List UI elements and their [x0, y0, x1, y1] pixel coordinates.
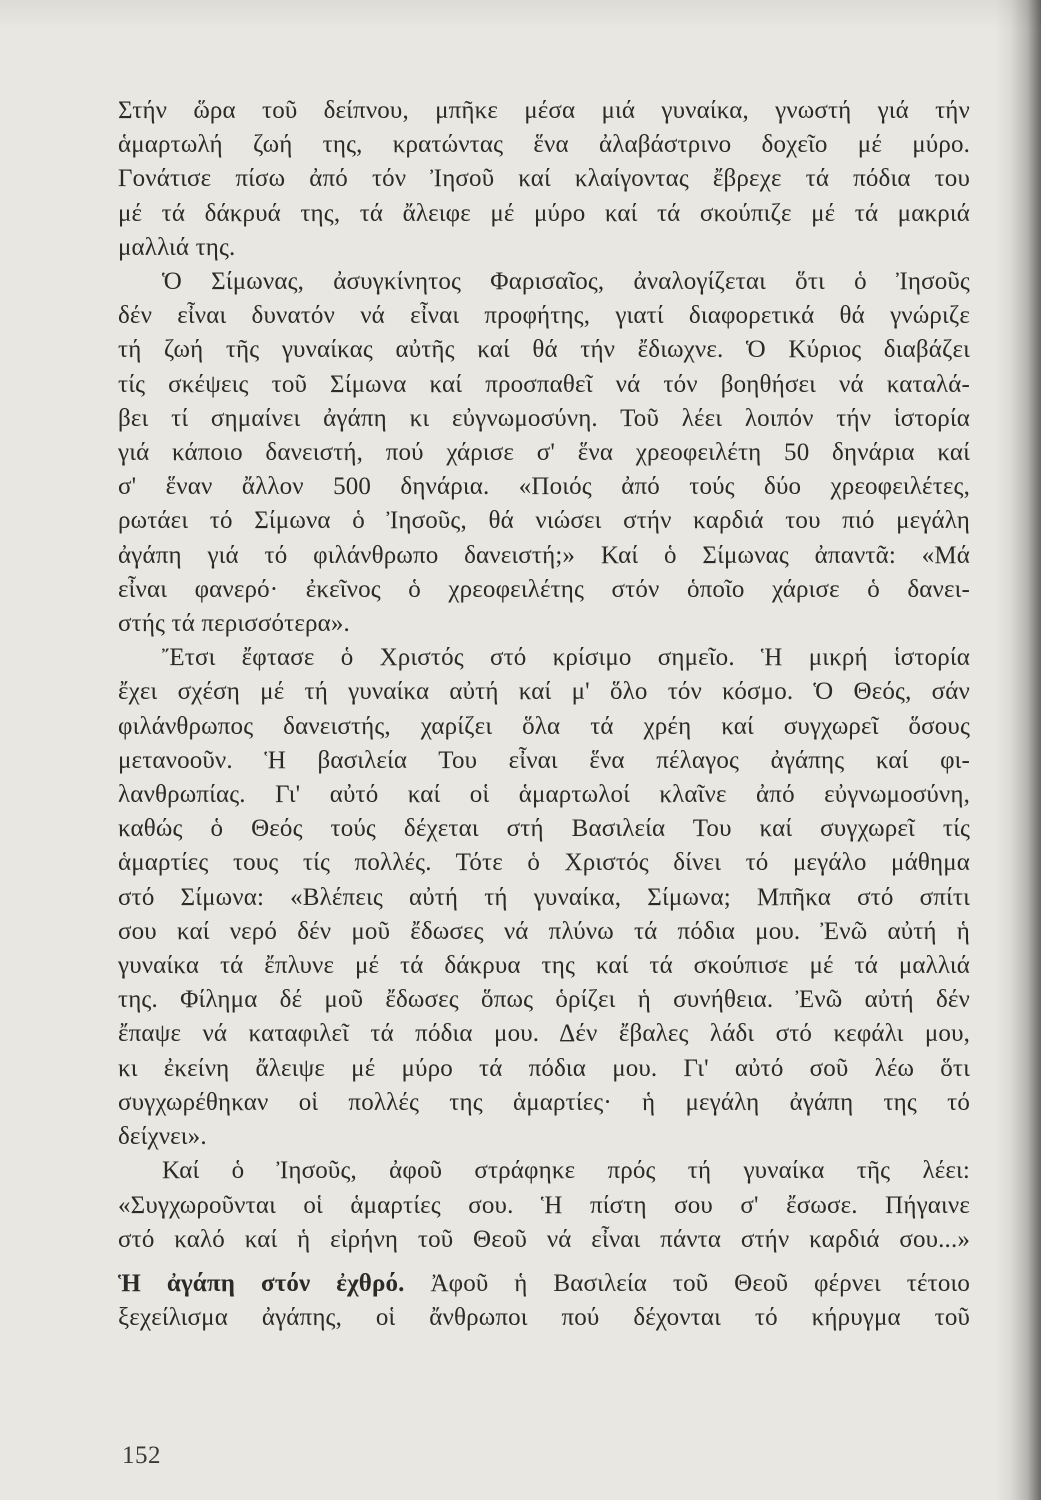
text-line: ἁμαρτίες τους τίς πολλές. Τότε ὁ Χριστός δίνει τό μεγάλο μάθημα: [118, 849, 970, 877]
section-heading-line: [118, 1267, 970, 1301]
heading-line-text: Ἀφοῦ ἡ Βασιλεία τοῦ Θεοῦ φέρνει τέτοιο: [430, 1269, 970, 1297]
text-line: ἔπαψε νά καταφιλεῖ τά πόδια μου. Δέν ἔβαλες λάδι στό κεφάλι μου,: [118, 1020, 970, 1048]
text-line: τή ζωή τῆς γυναίκας αὐτῆς καί θά τήν ἔδιωχνε. Ὁ Κύριος διαβάζει: [118, 336, 970, 364]
text-line: Ὁ Σίμωνας, ἀσυγκίνητος Φαρισαῖος, ἀναλογίζεται ὅτι ὁ Ἰησοῦς: [162, 268, 970, 296]
text-line: σ' ἕναν ἄλλον 500 δηνάρια. «Ποιός ἀπό τούς δύο χρεοφειλέτες,: [118, 473, 970, 501]
text-line: Στήν ὥρα τοῦ δείπνου, μπῆκε μέσα μιά γυναίκα, γνωστή γιά τήν: [118, 97, 970, 124]
text-line: γυναίκα τά ἔπλυνε μέ τά δάκρυα της καί τά σκούπισε μέ τά μαλλιά: [118, 952, 970, 980]
page-shadow-top: [0, 0, 1041, 30]
text-line: δέν εἶναι δυνατόν νά εἶναι προφήτης, γιατί διαφορετικά θά γνώριζε: [118, 302, 970, 330]
text-line: της. Φίλημα δέ μοῦ ἔδωσες ὅπως ὁρίζει ἡ συνήθεια. Ἐνῶ αὐτή δέν: [118, 986, 970, 1014]
text-line: ξεχείλισμα ἀγάπης, οἱ ἄνθρωποι πού δέχονται τό κήρυγμα τοῦ: [118, 1304, 970, 1332]
page-gutter-shadow: [995, 0, 1041, 1500]
text-line: Ἔτσι ἔφτασε ὁ Χριστός στό κρίσιμο σημεῖο. Ἡ μικρή ἱστορία: [162, 644, 970, 672]
text-line: φιλάνθρωπος δανειστής, χαρίζει ὅλα τά χρέη καί συγχωρεῖ ὅσους: [118, 712, 970, 740]
text-line: τίς σκέψεις τοῦ Σίμωνα καί προσπαθεῖ νά τόν βοηθήσει νά καταλά-: [118, 370, 970, 398]
text-line: ρωτάει τό Σίμωνα ὁ Ἰησοῦς, θά νιώσει στήν καρδιά του πιό μεγάλη: [118, 507, 970, 535]
text-line: συγχωρέθηκαν οἱ πολλές της ἁμαρτίες· ἡ μεγάλη ἀγάπη της τό: [118, 1088, 970, 1116]
text-line: στό Σίμωνα: «Βλέπεις αὐτή τή γυναίκα, Σίμωνα; Μπῆκα στό σπίτι: [118, 883, 970, 911]
text-line: μετανοοῦν. Ἡ βασιλεία Του εἶναι ἕνα πέλαγος ἀγάπης καί φι-: [118, 746, 970, 774]
text-line: Καί ὁ Ἰησοῦς, ἀφοῦ στράφηκε πρός τή γυναίκα τῆς λέει:: [162, 1157, 970, 1185]
text-line: στής τά περισσότερα».: [118, 610, 350, 638]
text-line: καθώς ὁ Θεός τούς δέχεται στή Βασιλεία Του καί συγχωρεῖ τίς: [118, 815, 970, 843]
text-line: κι ἐκείνη ἄλειψε μέ μύρο τά πόδια μου. Γι' αὐτό σοῦ λέω ὅτι: [118, 1054, 970, 1082]
text-line: βει τί σημαίνει ἀγάπη κι εὐγνωμοσύνη. Τοῦ λέει λοιπόν τήν ἱστορία: [118, 404, 970, 432]
text-line: δείχνει».: [118, 1123, 207, 1151]
section-heading: Ἡ ἀγάπη στόν ἐχθρό.: [118, 1269, 405, 1297]
text-line: ἀγάπη γιά τό φιλάνθρωπο δανειστή;» Καί ὁ Σίμωνας ἀπαντᾶ: «Μά: [118, 541, 970, 569]
text-line: «Συγχωροῦνται οἱ ἁμαρτίες σου. Ἡ πίστη σου σ' ἔσωσε. Πήγαινε: [118, 1191, 970, 1219]
text-line: στό καλό καί ἡ εἰρήνη τοῦ Θεοῦ νά εἶναι πάντα στήν καρδιά σου...»: [118, 1225, 970, 1253]
text-line: ἁμαρτωλή ζωή της, κρατώντας ἕνα ἀλαβάστρινο δοχεῖο μέ μύρο.: [118, 131, 970, 159]
text-line: λανθρωπίας. Γι' αὐτό καί οἱ ἁμαρτωλοί κλαῖνε ἀπό εὐγνωμοσύνη,: [118, 781, 970, 809]
text-line: μαλλιά της.: [118, 233, 236, 261]
text-line: εἶναι φανερό· ἐκεῖνος ὁ χρεοφειλέτης στόν ὁποῖο χάρισε ὁ δανει-: [118, 575, 970, 603]
text-line: μέ τά δάκρυά της, τά ἄλειφε μέ μύρο καί τά σκούπιζε μέ τά μακριά: [118, 199, 970, 227]
text-line: γιά κάποιο δανειστή, πού χάρισε σ' ἕνα χρεοφειλέτη 50 δηνάρια καί: [118, 439, 970, 467]
text-line: ἔχει σχέση μέ τή γυναίκα αὐτή καί μ' ὅλο τόν κόσμο. Ὁ Θεός, σάν: [118, 678, 970, 706]
text-line: Γονάτισε πίσω ἀπό τόν Ἰησοῦ καί κλαίγοντας ἔβρεχε τά πόδια του: [118, 165, 970, 193]
text-line: σου καί νερό δέν μοῦ ἔδωσες νά πλύνω τά πόδια μου. Ἐνῶ αὐτή ἡ: [118, 917, 970, 945]
body-text: [118, 94, 970, 1335]
page-number: 152: [122, 1442, 161, 1469]
